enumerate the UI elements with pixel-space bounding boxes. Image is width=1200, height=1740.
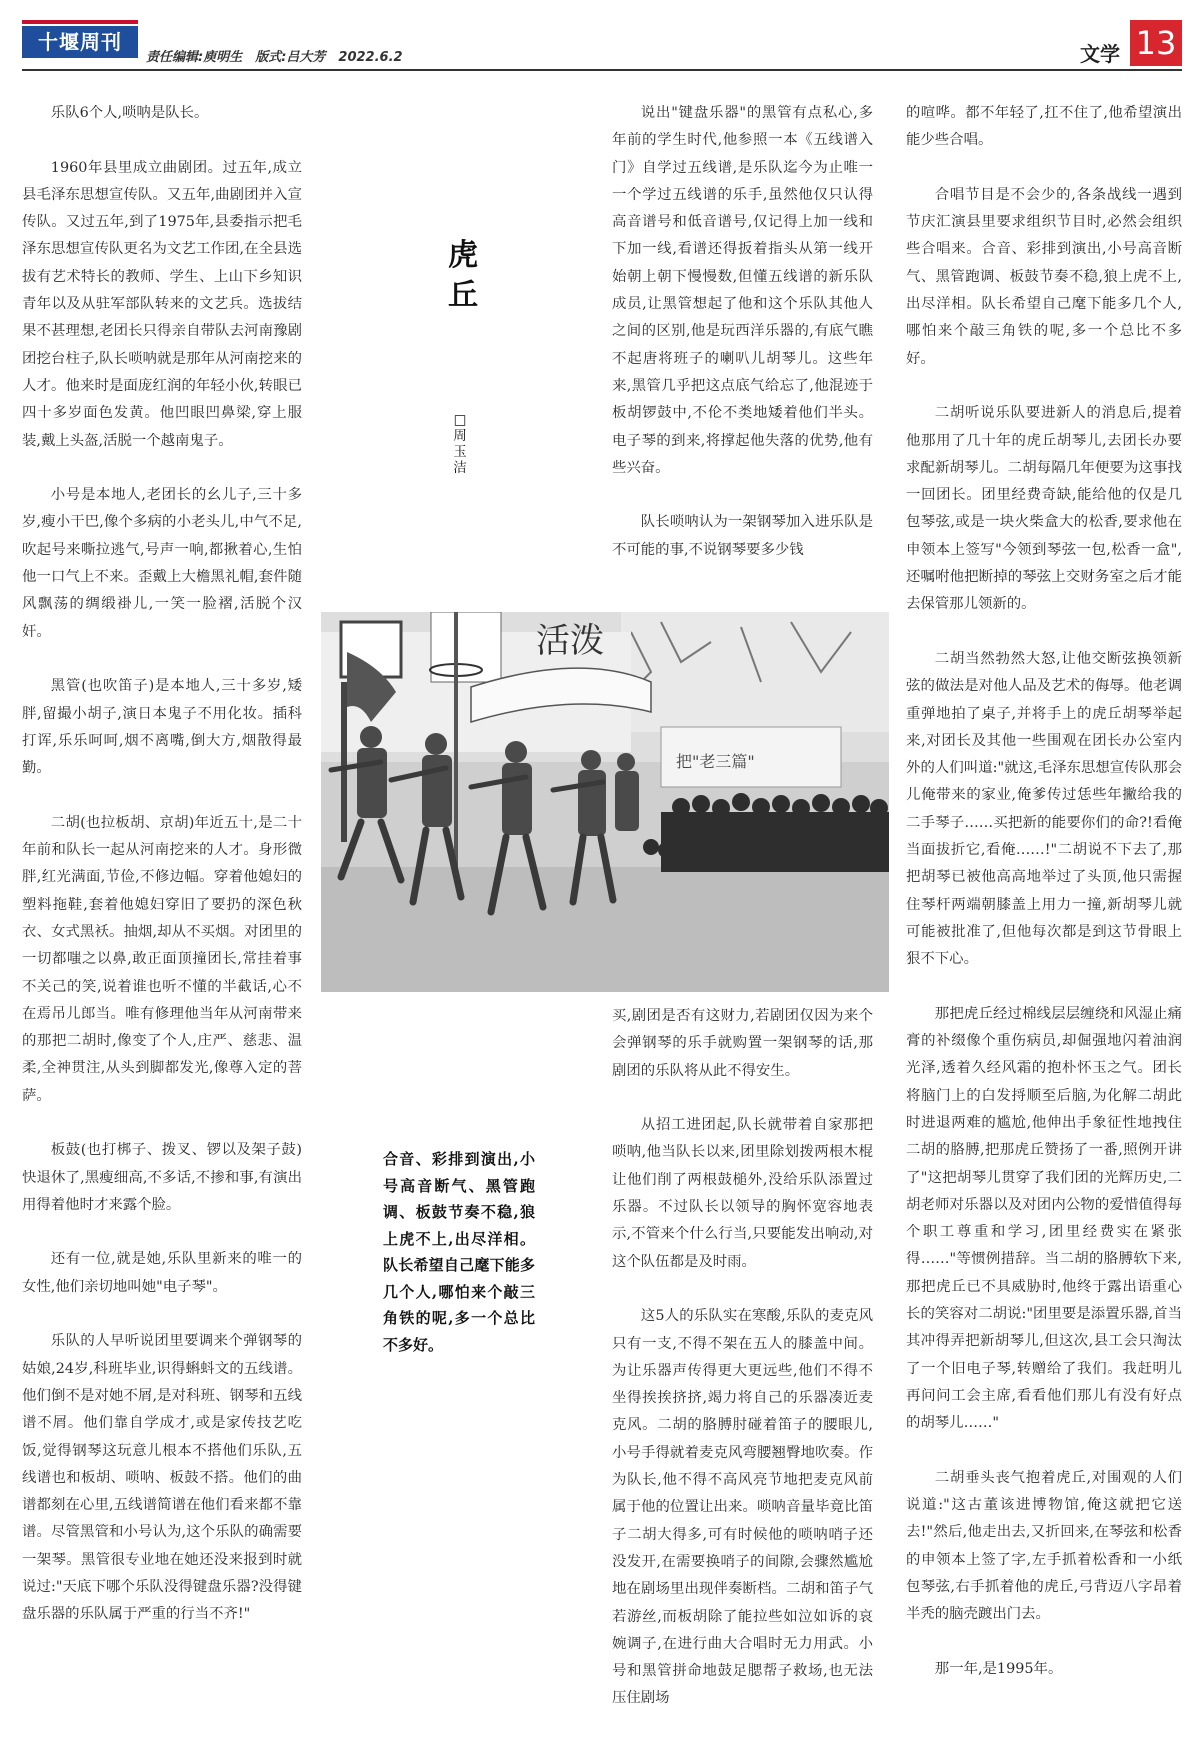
paragraph: 1960年县里成立曲剧团。过五年,成立县毛泽东思想宣传队。又五年,曲剧团并入宣传队。又过五年,到了1975年,县委指示把毛泽东思想宣传队更名为文艺工作团,在全县选拔有艺术特长的教师、学生、上山下乡知识青年以及从驻军部队转来的文艺兵。选拔结果不甚理想,老团长只得亲自带队去河南豫剧团挖台柱子,队长唢呐就是那年从河南挖来的人才。他来时是面庞红润的年轻小伙,转眼已四十多岁面色发黄。他凹眼凹鼻梁,穿上服装,戴上头盔,活脱一个越南鬼子。: [22, 159, 302, 449]
paragraph: 二胡(也拉板胡、京胡)年近五十,是二十年前和队长一起从河南挖来的人才。身形微胖,红光满面,节俭,不修边幅。穿着他媳妇的塑料拖鞋,套着他媳妇穿旧了要扔的深色秋衣、女式黑袄。抽烟,却从不买烟。对团里的一切都嗤之以鼻,敢正面顶撞团长,常挂着事不关己的笑,说着谁也听不懂的半截话,心不在焉吊儿郎当。唯有修理他当年从河南带来的那把二胡时,像变了个人,庄严、慈悲、温柔,全神贯注,从头到脚都发光,像尊入定的菩萨。: [22, 814, 302, 1104]
masthead-accent: [22, 20, 138, 24]
page-header: [22, 20, 1182, 72]
text-column-1: [22, 100, 302, 1656]
editor-credits: 责任编辑:庾明生 版式:吕大芳 2022.6.2: [146, 50, 403, 65]
paragraph: 二胡垂头丧气抱着虎丘,对围观的人们说道:"这古董该进博物馆,俺这就把它送去!"然后,他走出去,又折回来,在琴弦和松香的申领本上签了字,左手抓着松香和一小纸包琴弦,右手抓着他的虎丘,弓背迈八字昂着半秃的脑壳踱出门去。: [906, 1469, 1182, 1623]
paragraph: 合唱节目是不会少的,各条战线一遇到节庆汇演县里要求组织节目时,必然会组织些合唱来。合音、彩排到演出,小号高音断气、黑管跑调、板鼓节奏不稳,狼上虎不上,出尽洋相。队长希望自己麾下能多几个人,哪怕来个敲三角铁的呢,多一个总比不多好。: [906, 186, 1182, 367]
paragraph: 乐队6个人,唢呐是队长。: [50, 105, 209, 121]
photo-illustration: [321, 612, 889, 992]
photo-sign-text: 把"老三篇": [676, 752, 755, 771]
paragraph: 这5人的乐队实在寒酸,乐队的麦克风只有一支,不得不架在五人的膝盖中间。为让乐器声传得更大更远些,他们不得不坐得挨挨挤挤,竭力将自己的乐器凑近麦克风。二胡的胳膊肘碰着笛子的腰眼儿,小号手得就着麦克风弯腰翘臀地吹奏。作为队长,他不得不高风亮节地把麦克风前属于他的位置让出来。唢呐音量毕竟比笛子二胡大得多,可有时候他的唢呐哨子还没发开,在需要换哨子的间隙,会骤然尴尬地在剧场里出现伴奏断档。二胡和笛子气若游丝,而板胡除了能拉些如泣如诉的哀婉调子,在进行曲大合唱时无力用武。小号和黑管拼命地鼓足腮帮子救场,也无法压住剧场: [612, 1308, 873, 1707]
page-number: 13: [1130, 20, 1182, 66]
historical-photo: [321, 612, 889, 992]
text-column-4: [906, 100, 1182, 1711]
pull-quote: 合音、彩排到演出,小号高音断气、黑管跑调、板鼓节奏不稳,狼上虎不上,出尽洋相。队长希望自己麾下能多几个人,哪怕来个敲三角铁的呢,多一个总比不多好。: [383, 1150, 535, 1354]
article-author: □周玉洁: [453, 412, 467, 476]
paragraph: 黑管(也吹笛子)是本地人,三十多岁,矮胖,留撮小胡子,演日本鬼子不用化妆。插科打诨,乐乐呵呵,烟不离嘴,倒大方,烟散得最勤。: [22, 678, 302, 777]
photo-banner-text: 活泼: [536, 621, 604, 661]
paragraph: 买,剧团是否有这财力,若剧团仅因为来个会弹钢琴的乐手就购置一架钢琴的话,那剧团的乐队将从此不得安生。: [612, 1008, 873, 1079]
paragraph: 队长唢呐认为一架钢琴加入进乐队是不可能的事,不说钢琴要多少钱: [612, 514, 873, 558]
paragraph: 那把虎丘经过棉线层层缠绕和风湿止痛膏的补缀像个重伤病员,却倔强地闪着油润光泽,透着久经风霜的抱朴怀玉之气。团长将脑门上的白发捋顺至后脑,为化解二胡此时进退两难的尴尬,他伸出手象征性地拽住二胡的胳膊,把那虎丘赞扬了一番,照例开讲了"这把胡琴儿贯穿了我们团的光辉历史,二胡老师对乐器以及对团内公物的爱惜值得每个职工尊重和学习,团里经费实在紧张得……"等惯例措辞。当二胡的胳膊软下来,那把虎丘已不具威胁时,他终于露出语重心长的笑容对二胡说:"团里要是添置乐器,首当其冲得弄把新胡琴儿,但这次,县工会只淘汰了一个旧电子琴,转赠给了我们。我赶明儿再问问工会主席,看看他们那儿有没有好点的胡琴儿……": [906, 1005, 1182, 1432]
paragraph: 还有一位,就是她,乐队里新来的唯一的女性,他们亲切地叫她"电子琴"。: [22, 1251, 302, 1295]
header-rule: [22, 69, 1182, 71]
paragraph: 说出"键盘乐器"的黑管有点私心,多年前的学生时代,他参照一本《五线谱入门》自学过五线谱,是乐队迄今为止唯一一个学过五线谱的乐手,虽然他仅只认得高音谱号和低音谱号,仅记得上加一线和下加一线,看谱还得扳着指头从第一线开始朝上朝下慢慢数,但懂五线谱的新乐队成员,让黑管想起了他和这个乐队其他人之间的区别,他是玩西洋乐器的,有底气瞧不起唐将班子的喇叭儿胡琴儿。这些年来,黑管几乎把这点底气给忘了,他混迹于板胡锣鼓中,不伦不类地矮着他们半头。电子琴的到来,将撑起他失落的优势,他有些兴奋。: [612, 105, 873, 476]
paragraph: 二胡听说乐队要进新人的消息后,提着他那用了几十年的虎丘胡琴儿,去团长办要求配新胡琴儿。二胡每隔几年便要为这事找一回团长。团里经费奇缺,能给他的仅是几包琴弦,或是一块火柴盒大的松香,要求他在申领本上签写"今领到琴弦一包,松香一盒",还嘱咐他把断掉的琴弦上交财务室之后才能去保管那儿领新的。: [906, 405, 1182, 613]
paragraph: 二胡当然勃然大怒,让他交断弦换领新弦的做法是对他人品及艺术的侮辱。他老调重弹地拍了桌子,并将手上的虎丘胡琴举起来,对团长及其他一些围观在团长办公室内外的人们叫道:"就这,毛泽东思想宣传队那会儿俺带来的家业,俺爹传过恁些年撇给我的二手琴子……买把新的能要你们的命?!看俺当面拔折它,看俺……!"二胡说不下去了,那把胡琴已被他高高地举过了头顶,他只需握住琴杆两端朝膝盖上用力一撞,新胡琴儿就可能被批准了,但他每次都是到这节骨眼上狠不下心。: [906, 650, 1182, 968]
paragraph: 乐队的人早听说团里要调来个弹钢琴的姑娘,24岁,科班毕业,识得蝌蚪文的五线谱。他们倒不是对她不屑,是对科班、钢琴和五线谱不屑。他们靠自学成才,或是家传技艺吃饭,觉得钢琴这玩意儿根本不搭他们乐队,五线谱也和板胡、唢呐、板鼓不搭。他们的曲谱都刻在心里,五线谱简谱在他们看来都不靠谱。尽管黑管和小号认为,这个乐队的确需要一架琴。黑管很专业地在她还没来报到时就说过:"天底下哪个乐队没得键盘乐器?没得键盘乐器的乐队属于严重的行当不齐!": [22, 1333, 302, 1623]
text-column-3: [612, 100, 873, 591]
paragraph: 那一年,是1995年。: [934, 1660, 1063, 1677]
paragraph: 小号是本地人,老团长的幺儿子,三十多岁,瘦小干巴,像个多病的小老头儿,中气不足,吹起号来嘶拉逃气,号声一响,都揪着心,生怕他一口气上不来。歪戴上大檐黑礼帽,套件随风飘荡的绸缎褂儿,一笑一脸褶,活脱个汉奸。: [22, 487, 302, 640]
paragraph: 从招工进团起,队长就带着自家那把唢呐,他当队长以来,团里除划拨两根木棍让他们削了两根鼓槌外,没给乐队添置过乐器。不过队长以领导的胸怀宽容地表示,不管来个什么行当,只要能发出响动,对这个队伍都是及时雨。: [612, 1117, 873, 1270]
text-column-3-continued: [612, 1003, 873, 1740]
section-label: 文学: [1080, 42, 1120, 66]
article-title: 虎丘: [448, 238, 478, 313]
masthead: 十堰周刊: [22, 26, 138, 58]
paragraph: 板鼓(也打梆子、拨叉、锣以及架子鼓)快退休了,黑瘦细高,不多话,不掺和事,有演出用得着他时才来露个脸。: [22, 1142, 302, 1213]
paragraph: 的喧哗。都不年轻了,扛不住了,他希望演出能少些合唱。: [906, 105, 1182, 149]
